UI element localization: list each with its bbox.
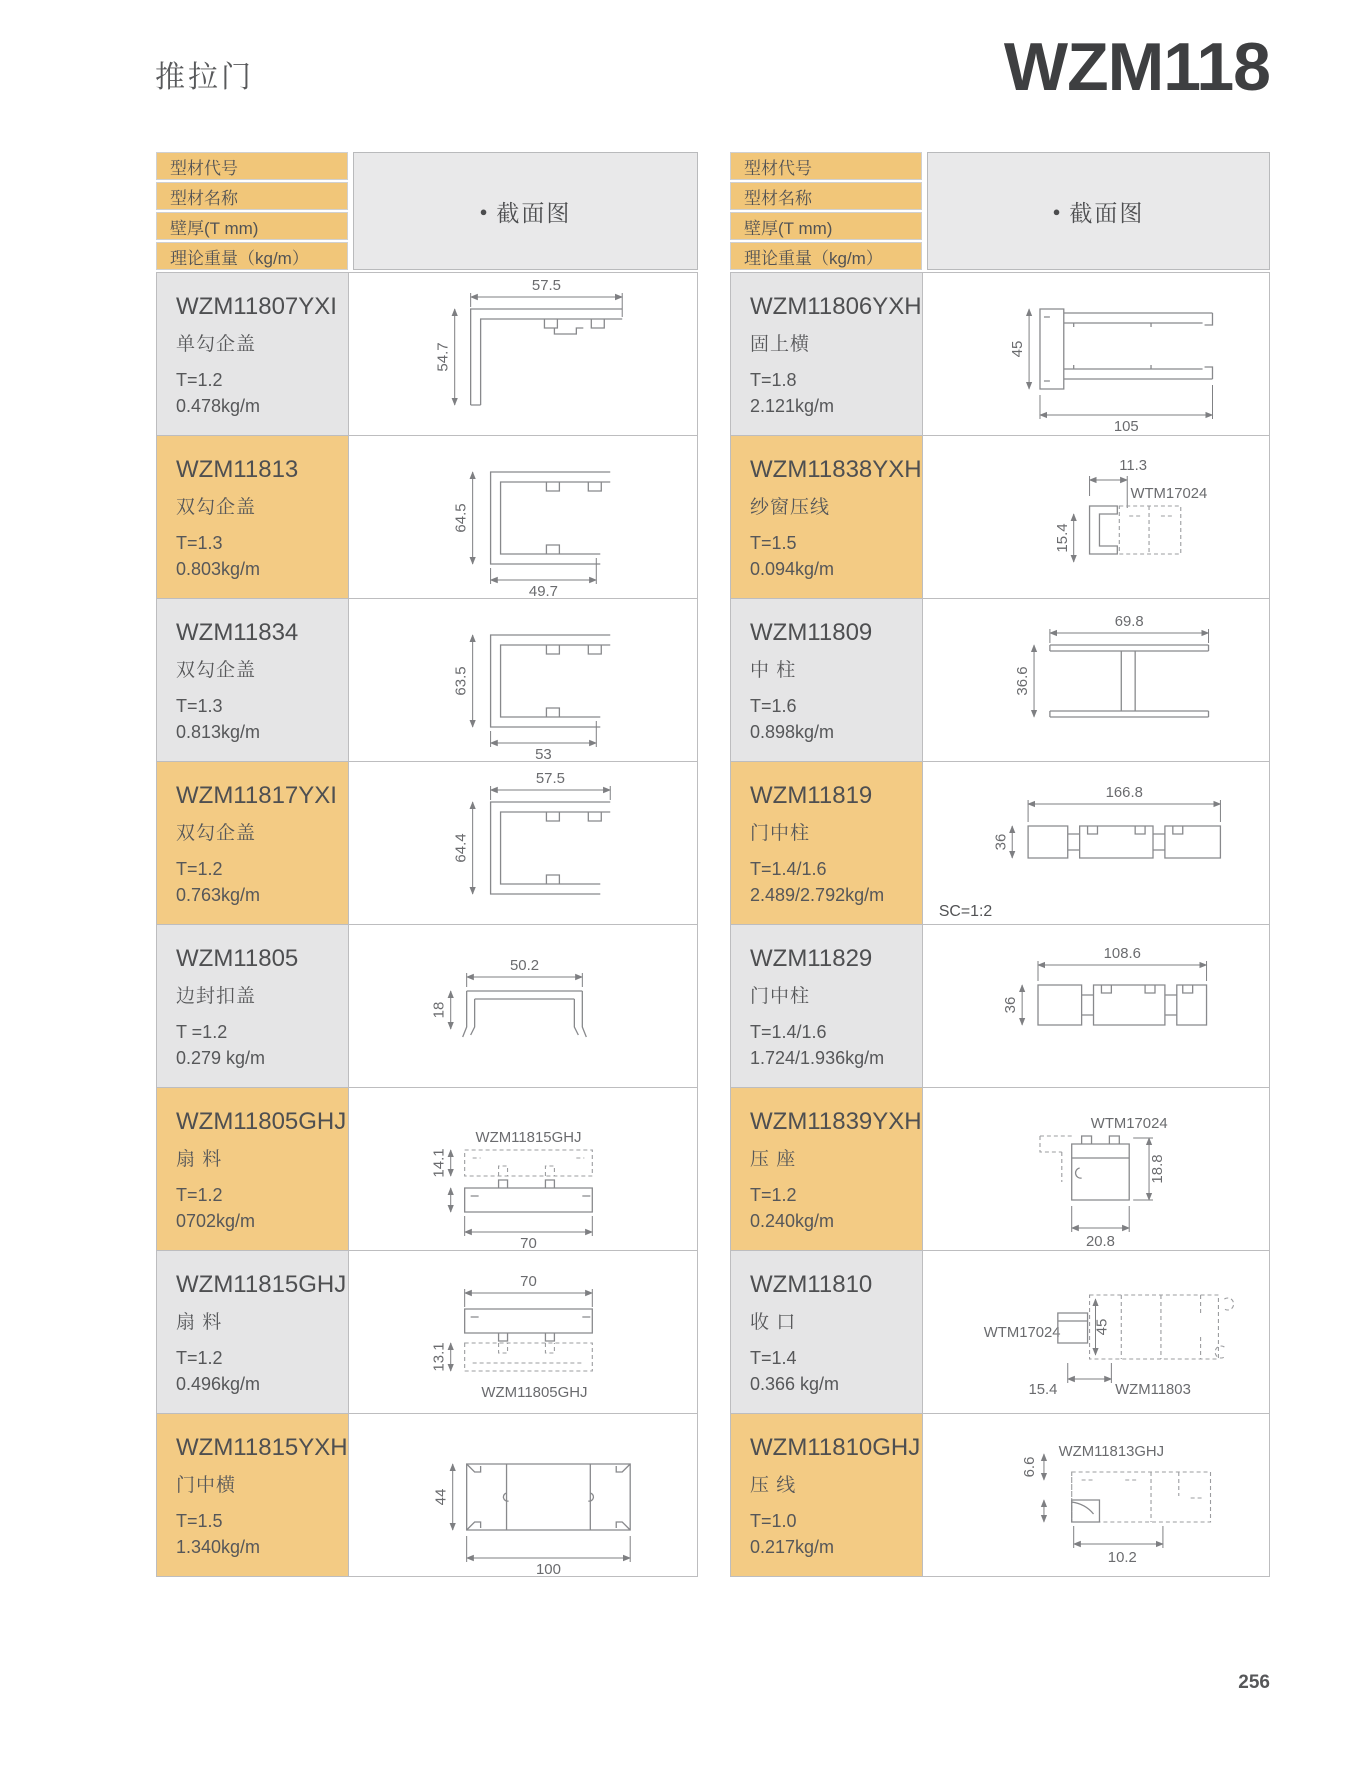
profile-name: 扇 料 <box>176 1312 223 1333</box>
profile-name: 纱窗压线 <box>750 497 831 518</box>
section-view-label: 截面图 <box>496 199 572 226</box>
profile-weight: 0.478kg/m <box>176 396 261 416</box>
profile-row <box>731 762 1269 925</box>
section-view-header <box>353 152 698 270</box>
profile-diagram <box>349 273 697 435</box>
mating-profile-label: WTM17024 <box>1090 1114 1168 1133</box>
profile-diagram <box>923 436 1269 598</box>
profile-code: WZM11839YXH <box>750 1108 922 1135</box>
profile-diagram <box>349 1251 697 1413</box>
profile-code: WZM11813 <box>176 456 299 483</box>
section-diagram-cell <box>923 1251 1269 1413</box>
mating-profile-label: WZM11813GHJ <box>1058 1442 1165 1461</box>
dim-left-label: 6.6 <box>1021 1456 1039 1478</box>
header-cell-name: 型材名称 <box>730 182 922 210</box>
profile-thickness: T=1.2 <box>176 370 223 390</box>
profile-thickness: T=1.4 <box>750 1348 797 1368</box>
dim-inner-label: 45 <box>1093 1318 1111 1336</box>
profile-row <box>731 1088 1269 1251</box>
profile-thickness: T=1.5 <box>750 533 797 553</box>
profile-weight: 0.763kg/m <box>176 885 261 905</box>
profile-thickness: T=1.4/1.6 <box>750 1022 827 1042</box>
profile-name: 固上横 <box>750 334 811 355</box>
profile-row <box>157 1088 697 1251</box>
profile-name: 门中柱 <box>750 823 811 844</box>
dim-top-label: 11.3 <box>1119 456 1148 475</box>
dim-bottom-label: 105 <box>1113 417 1139 435</box>
profile-thickness: T=1.2 <box>176 1348 223 1368</box>
dim-left-label: 36 <box>992 833 1010 851</box>
profile-code: WZM11810 <box>750 1271 873 1298</box>
profile-weight: 0.279 kg/m <box>176 1048 266 1068</box>
dim-top-label: 57.5 <box>531 276 561 295</box>
dim-bottom-left-label: 15.4 <box>1028 1380 1058 1399</box>
profile-diagram <box>923 762 1269 924</box>
profile-row <box>157 599 697 762</box>
profile-name: 收 口 <box>750 1312 797 1333</box>
profile-weight: 1.724/1.936kg/m <box>750 1048 885 1068</box>
profile-diagram <box>349 436 697 598</box>
dim-right-label: 18.8 <box>1148 1154 1166 1184</box>
profile-weight: 0.217kg/m <box>750 1537 835 1557</box>
profile-row <box>731 1251 1269 1414</box>
header-cell-name: 型材名称 <box>156 182 348 210</box>
section-diagram-cell <box>923 273 1269 435</box>
profile-name: 双勾企盖 <box>176 660 257 681</box>
profile-code: WZM11805 <box>176 945 299 972</box>
profile-diagram <box>923 1251 1269 1413</box>
dim-bottom-label: 20.8 <box>1086 1232 1115 1250</box>
section-diagram-cell <box>349 1414 697 1576</box>
header-cell-thickness: 壁厚(T mm) <box>156 212 348 240</box>
section-diagram-cell <box>349 599 697 761</box>
profile-weight: 0.898kg/m <box>750 722 835 742</box>
profile-thickness: T=1.3 <box>176 696 223 716</box>
profile-thickness: T=1.0 <box>750 1511 797 1531</box>
section-diagram-cell <box>349 1088 697 1250</box>
section-diagram-cell <box>349 436 697 598</box>
section-diagram-cell <box>923 925 1269 1087</box>
section-diagram-cell <box>923 599 1269 761</box>
table-header <box>156 152 698 270</box>
dim-bottom-label: 49.7 <box>528 582 558 598</box>
profile-diagram <box>349 1088 697 1250</box>
profile-diagram <box>923 1414 1269 1576</box>
profile-code: WZM11815GHJ <box>176 1271 347 1298</box>
dim-left-label: 14.1 <box>430 1148 448 1178</box>
dim-left-label: 36.6 <box>1014 666 1032 696</box>
profile-weight: 0.496kg/m <box>176 1374 261 1394</box>
header-cell-code: 型材代号 <box>156 152 348 180</box>
profile-name: 单勾企盖 <box>176 334 257 355</box>
profile-thickness: T=1.5 <box>176 1511 223 1531</box>
profile-diagram <box>349 762 697 924</box>
dim-left-label: 64.5 <box>452 503 470 533</box>
left-profile-table <box>156 152 698 1577</box>
header-cell-weight: 理论重量（kg/m） <box>730 242 922 270</box>
profile-weight: 0702kg/m <box>176 1211 256 1231</box>
profile-row <box>731 273 1269 436</box>
profile-code: WZM11809 <box>750 619 873 646</box>
profile-thickness: T=1.2 <box>176 859 223 879</box>
dim-left-label: 18 <box>430 1001 448 1019</box>
section-diagram-cell <box>923 1088 1269 1250</box>
dim-left-label: 63.5 <box>452 666 470 696</box>
profile-code: WZM11815YXH <box>176 1434 348 1461</box>
dim-left-label: 15.4 <box>1053 523 1071 553</box>
profile-name: 双勾企盖 <box>176 823 257 844</box>
dim-top-label: 69.8 <box>1114 612 1144 631</box>
profile-code: WZM11838YXH <box>750 456 922 483</box>
dim-left-label: 64.4 <box>452 833 470 863</box>
profile-diagram <box>349 1414 697 1576</box>
profile-name: 扇 料 <box>176 1149 223 1170</box>
profile-thickness: T=1.2 <box>176 1185 223 1205</box>
scale-note: SC=1:2 <box>938 902 993 921</box>
profile-diagram <box>923 273 1269 435</box>
bullet-icon: ● <box>1052 203 1061 219</box>
profile-row <box>157 436 697 599</box>
dim-top-label: 166.8 <box>1105 783 1143 802</box>
profile-thickness: T =1.2 <box>176 1022 228 1042</box>
table-header <box>730 152 1270 270</box>
profile-weight: 1.340kg/m <box>176 1537 261 1557</box>
profile-row <box>731 436 1269 599</box>
profile-name: 双勾企盖 <box>176 497 257 518</box>
profile-weight: 2.489/2.792kg/m <box>750 885 885 905</box>
profile-diagram <box>349 925 697 1087</box>
profile-code: WZM11810GHJ <box>750 1434 921 1461</box>
section-diagram-cell <box>349 273 697 435</box>
dim-top-label: 50.2 <box>509 956 540 975</box>
dim-top-label: 57.5 <box>535 769 565 788</box>
section-diagram-cell <box>349 925 697 1087</box>
profile-row <box>157 762 697 925</box>
mating-profile-label: WTM17024 <box>1130 484 1208 503</box>
dim-left-label: 13.1 <box>430 1342 448 1372</box>
mating-profile-right-label: WZM11803 <box>1115 1380 1191 1399</box>
profile-row <box>731 1414 1269 1576</box>
profile-code: WZM11805GHJ <box>176 1108 347 1135</box>
profile-name: 压 线 <box>750 1475 797 1496</box>
dim-bottom-label: 100 <box>535 1560 561 1576</box>
profile-code: WZM11806YXH <box>750 293 922 320</box>
header-cell-weight: 理论重量（kg/m） <box>156 242 348 270</box>
profile-weight: 0.094kg/m <box>750 559 835 579</box>
model-number: WZM118 <box>1003 29 1270 105</box>
profile-code: WZM11829 <box>750 945 873 972</box>
dim-top-label: 70 <box>520 1272 537 1291</box>
profile-name: 中 柱 <box>750 660 797 681</box>
profile-diagram <box>923 1088 1269 1250</box>
dim-bottom-label: 10.2 <box>1107 1548 1137 1567</box>
section-view-label: 截面图 <box>1069 199 1145 226</box>
page-number: 256 <box>1238 1672 1270 1693</box>
profile-diagram <box>923 599 1269 761</box>
profile-code: WZM11807YXI <box>176 293 337 320</box>
dim-left-label: 45 <box>1009 340 1027 358</box>
profile-weight: 2.121kg/m <box>750 396 835 416</box>
profile-code: WZM11817YXI <box>176 782 337 809</box>
profile-weight: 0.240kg/m <box>750 1211 835 1231</box>
profile-name: 边封扣盖 <box>176 986 257 1007</box>
profile-name: 门中横 <box>176 1475 237 1496</box>
profile-code: WZM11834 <box>176 619 299 646</box>
profile-weight: 0.813kg/m <box>176 722 261 742</box>
dim-left-label: 36 <box>1002 996 1020 1014</box>
profile-row <box>157 1414 697 1576</box>
dim-bottom-label: 53 <box>535 745 552 761</box>
profile-name: 压 座 <box>750 1149 797 1170</box>
section-diagram-cell <box>349 762 697 924</box>
profile-row <box>157 273 697 436</box>
section-diagram-cell <box>923 436 1269 598</box>
section-diagram-cell <box>923 1414 1269 1576</box>
profile-thickness: T=1.8 <box>750 370 797 390</box>
page-title: 推拉门 <box>155 61 254 94</box>
profile-diagram <box>923 925 1269 1087</box>
profile-row <box>157 925 697 1088</box>
profile-diagram <box>349 599 697 761</box>
profile-thickness: T=1.4/1.6 <box>750 859 827 879</box>
section-diagram-cell <box>923 762 1269 924</box>
section-diagram-cell <box>349 1251 697 1413</box>
profile-row <box>731 925 1269 1088</box>
header-cell-thickness: 壁厚(T mm) <box>730 212 922 240</box>
profile-thickness: T=1.3 <box>176 533 223 553</box>
profile-thickness: T=1.2 <box>750 1185 797 1205</box>
profile-name: 门中柱 <box>750 986 811 1007</box>
profile-code: WZM11819 <box>750 782 873 809</box>
profile-row <box>731 599 1269 762</box>
dim-top-label: 108.6 <box>1103 944 1141 963</box>
mating-profile-left-label: WTM17024 <box>983 1323 1061 1342</box>
profile-thickness: T=1.6 <box>750 696 797 716</box>
dim-left-label: 54.7 <box>434 342 452 372</box>
profile-weight: 0.803kg/m <box>176 559 261 579</box>
mating-profile-label: WZM11805GHJ <box>481 1383 588 1402</box>
right-profile-table <box>730 152 1270 1577</box>
mating-profile-label: WZM11815GHJ <box>475 1128 582 1147</box>
profile-weight: 0.366 kg/m <box>750 1374 840 1394</box>
dim-bottom-label: 70 <box>520 1234 537 1250</box>
bullet-icon: ● <box>479 203 488 219</box>
profile-row <box>157 1251 697 1414</box>
header-cell-code: 型材代号 <box>730 152 922 180</box>
section-view-header <box>927 152 1270 270</box>
dim-left-label: 44 <box>432 1488 450 1506</box>
